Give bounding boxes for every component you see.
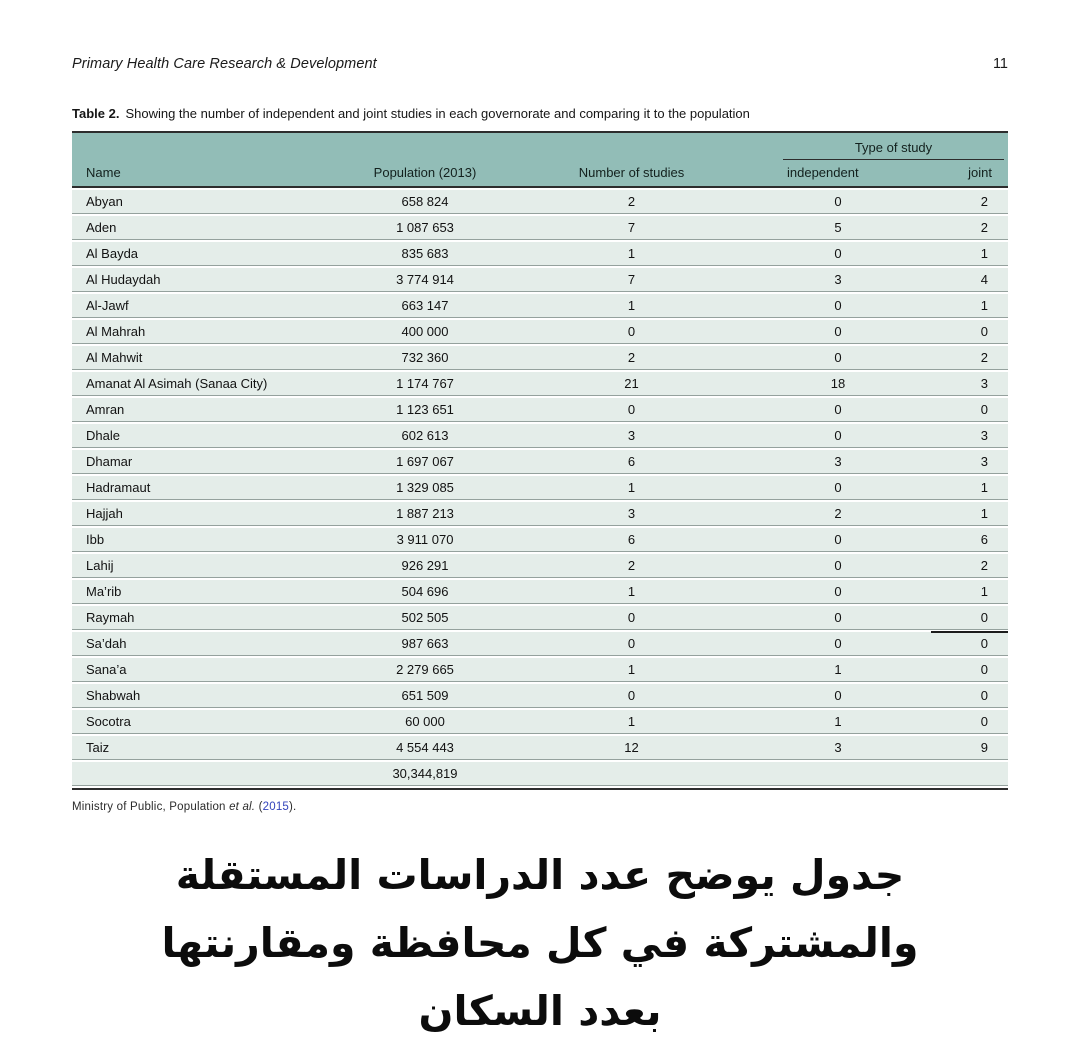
cell-population: 835 683 (401, 246, 449, 261)
cell-joint: 1 (980, 480, 988, 495)
arabic-title-line1: جدول يوضح عدد الدراسات المستقلة والمشتركة في كل محافظة ومقارنتها (161, 851, 919, 967)
table-caption-label: Table 2. (72, 106, 120, 121)
cell-population: 1 697 067 (396, 454, 454, 469)
cell-joint: 9 (980, 740, 988, 755)
cell-population: 3 774 914 (396, 272, 454, 287)
cell-studies: 0 (627, 402, 636, 417)
cell-name: Ibb (86, 532, 105, 547)
column-header-name: Name (86, 165, 121, 180)
cell-joint: 0 (980, 714, 988, 729)
table-row (72, 580, 1008, 604)
cell-studies: 0 (627, 636, 636, 651)
table-row (72, 554, 1008, 578)
cell-studies: 1 (627, 714, 636, 729)
cell-name: Al Mahrah (86, 324, 146, 339)
cell-joint: 1 (980, 506, 988, 521)
table-row (72, 398, 1008, 422)
table-caption-text: Showing the number of independent and joint studies in each governorate and comparing it to the population (125, 106, 750, 121)
table-row (72, 424, 1008, 448)
cell-joint: 0 (980, 662, 988, 677)
cell-independent: 1 (834, 662, 842, 677)
cell-name: Raymah (86, 610, 135, 625)
column-group-type-of-study: Type of study (783, 140, 1004, 160)
cell-joint: 0 (980, 688, 988, 703)
table-header-columns-row (72, 160, 1008, 186)
cell-studies: 0 (627, 324, 636, 339)
cell-independent: 3 (834, 272, 842, 287)
table-row (72, 450, 1008, 474)
cell-joint: 4 (980, 272, 988, 287)
table-row (72, 242, 1008, 266)
table-row (72, 216, 1008, 240)
journal-title: Primary Health Care Research & Development (72, 56, 377, 72)
cell-name: Sana’a (86, 662, 127, 677)
cell-name: Hajjah (86, 506, 123, 521)
cell-independent: 0 (834, 428, 842, 443)
cell-studies: 1 (627, 480, 636, 495)
cell-name: Amran (86, 402, 125, 417)
table-row (72, 294, 1008, 318)
cell-joint: 1 (980, 584, 988, 599)
cell-independent: 0 (834, 246, 842, 261)
arabic-title (72, 841, 1008, 1045)
cell-population: 502 505 (401, 610, 449, 625)
cell-population: 1 123 651 (396, 402, 454, 417)
cell-independent: 0 (834, 584, 842, 599)
cell-independent: 5 (834, 220, 842, 235)
table-row (72, 502, 1008, 526)
cell-name: Lahij (86, 558, 114, 573)
cell-independent: 0 (834, 324, 842, 339)
table-row (72, 710, 1008, 734)
cell-name: Sa’dah (86, 636, 127, 651)
cell-population: 504 696 (401, 584, 449, 599)
page-number: 11 (992, 56, 1008, 72)
cell-independent: 0 (834, 532, 842, 547)
cell-joint: 3 (980, 376, 988, 391)
cell-name: Dhale (86, 428, 120, 443)
cell-population: 3 911 070 (396, 532, 454, 547)
cell-joint: 0 (980, 636, 988, 651)
cell-population: 4 554 443 (396, 740, 454, 755)
arabic-title-line2: بعدد السكان (418, 987, 662, 1035)
total-population: 30,344,819 (392, 766, 458, 781)
cell-studies: 3 (627, 506, 636, 521)
cell-studies: 1 (627, 584, 636, 599)
cell-name: Al Mahwit (86, 350, 143, 365)
cell-population: 2 279 665 (396, 662, 454, 677)
cell-population: 926 291 (401, 558, 449, 573)
cell-population: 602 613 (401, 428, 449, 443)
footnote-text: Ministry of Public, Population (72, 801, 230, 813)
column-header-population: Population (2013) (373, 165, 477, 180)
cell-independent: 3 (834, 740, 842, 755)
cell-independent: 0 (834, 350, 842, 365)
cell-population: 60 000 (405, 714, 445, 729)
table-caption (72, 105, 1008, 122)
cell-independent: 0 (834, 688, 842, 703)
cell-independent: 3 (834, 454, 842, 469)
cell-joint: 2 (980, 350, 988, 365)
cell-studies: 2 (627, 194, 636, 209)
cell-population: 1 174 767 (396, 376, 454, 391)
cell-population: 732 360 (401, 350, 449, 365)
cell-independent: 2 (834, 506, 842, 521)
cell-independent: 0 (834, 480, 842, 495)
cell-name: Al Bayda (86, 246, 139, 261)
table-body (72, 190, 1008, 790)
cell-population: 1 087 653 (396, 220, 454, 235)
column-header-studies: Number of studies (578, 165, 685, 180)
cell-independent: 0 (834, 194, 842, 209)
footnote-paren-close: ). (289, 801, 297, 813)
cell-independent: 18 (830, 376, 846, 391)
cell-studies: 0 (627, 688, 636, 703)
running-head (72, 56, 1008, 72)
cell-studies: 7 (627, 272, 636, 287)
cell-joint: 3 (980, 428, 988, 443)
cell-population: 1 329 085 (396, 480, 454, 495)
cell-population: 1 887 213 (396, 506, 454, 521)
table-row (72, 736, 1008, 760)
table-row (72, 632, 1008, 656)
table-row (72, 606, 1008, 630)
cell-independent: 1 (834, 714, 842, 729)
table-row (72, 528, 1008, 552)
cell-name: Abyan (86, 194, 123, 209)
cell-name: Al Hudaydah (86, 272, 161, 287)
cell-population: 658 824 (401, 194, 449, 209)
cell-studies: 1 (627, 662, 636, 677)
cell-joint: 0 (980, 324, 988, 339)
column-header-joint: joint (968, 165, 992, 180)
cell-studies: 0 (627, 610, 636, 625)
footnote-paren-open: ( (255, 801, 263, 813)
table-footnote (72, 801, 1008, 813)
table-row (72, 658, 1008, 682)
cell-independent: 0 (834, 610, 842, 625)
cell-independent: 0 (834, 558, 842, 573)
cell-population: 400 000 (401, 324, 449, 339)
cell-independent: 0 (834, 298, 842, 313)
cell-joint: 1 (980, 298, 988, 313)
table-header (72, 131, 1008, 188)
table-header-group-row (72, 133, 1008, 160)
cell-studies: 2 (627, 558, 636, 573)
table-row (72, 268, 1008, 292)
cell-joint: 6 (980, 532, 988, 547)
footnote-reference-link[interactable]: 2015 (262, 801, 290, 813)
cell-independent: 0 (834, 636, 842, 651)
cell-independent: 0 (834, 402, 842, 417)
cell-studies: 2 (627, 350, 636, 365)
cell-name: Ma’rib (86, 584, 122, 599)
cell-name: Aden (86, 220, 117, 235)
cell-studies: 6 (627, 532, 636, 547)
cell-studies: 12 (624, 740, 639, 755)
table-row (72, 476, 1008, 500)
cell-joint: 1 (980, 246, 988, 261)
total-row (72, 762, 1008, 786)
cell-studies: 7 (627, 220, 636, 235)
cell-name: Socotra (86, 714, 131, 729)
cell-population: 651 509 (401, 688, 449, 703)
cell-studies: 3 (627, 428, 636, 443)
cell-joint: 0 (903, 606, 1008, 630)
cell-name: Amanat Al Asimah (Sanaa City) (86, 376, 268, 391)
cell-name: Shabwah (86, 688, 141, 703)
table-row (72, 346, 1008, 370)
cell-joint: 3 (980, 454, 988, 469)
table-row (72, 320, 1008, 344)
cell-name: Taiz (86, 740, 110, 755)
cell-population: 663 147 (401, 298, 449, 313)
table-row (72, 372, 1008, 396)
cell-joint: 2 (980, 220, 988, 235)
cell-joint: 2 (980, 194, 988, 209)
cell-joint: 0 (980, 402, 988, 417)
cell-population: 987 663 (401, 636, 449, 651)
table-row (72, 190, 1008, 214)
column-header-independent: independent (787, 165, 859, 180)
cell-studies: 1 (627, 298, 636, 313)
studies-table (72, 131, 1008, 790)
cell-joint: 2 (980, 558, 988, 573)
table-row (72, 684, 1008, 708)
cell-studies: 6 (627, 454, 636, 469)
cell-studies: 21 (624, 376, 639, 391)
cell-name: Dhamar (86, 454, 133, 469)
footnote-etal: et al. (229, 801, 256, 813)
cell-name: Al-Jawf (86, 298, 129, 313)
cell-name: Hadramaut (86, 480, 151, 495)
cell-studies: 1 (627, 246, 636, 261)
